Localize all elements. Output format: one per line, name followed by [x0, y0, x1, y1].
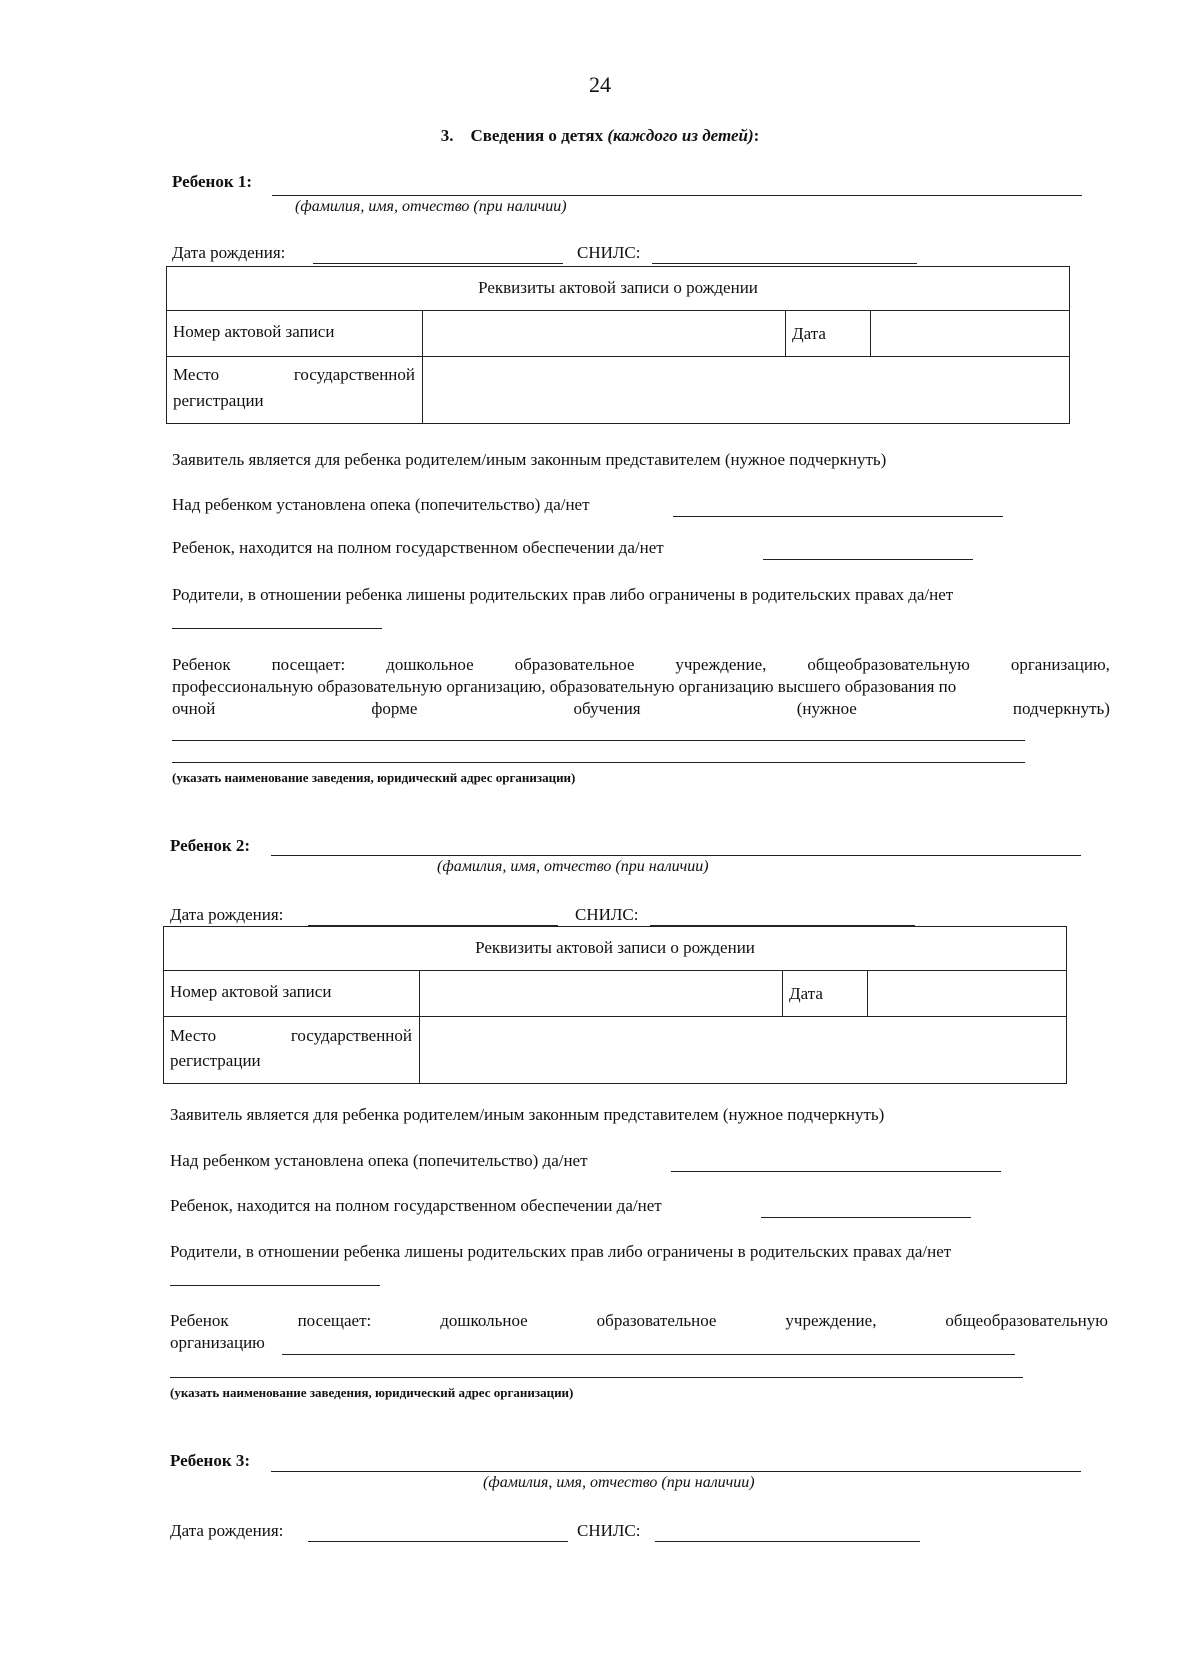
child1-table-divider: [166, 356, 1070, 357]
reg-place-word: государственной: [293, 365, 415, 384]
child1-applicant-status: Заявитель является для ребенка родителем/иным законным представителем (нужное подчеркнуть): [172, 450, 887, 469]
child2-applicant-status: Заявитель является для ребенка родителем/иным законным представителем (нужное подчеркнуть): [170, 1105, 885, 1124]
child2-record-date-field[interactable]: [869, 972, 1065, 1014]
child1-parental-rights-field[interactable]: [172, 628, 382, 629]
child2-name-hint: (фамилия, имя, отчество (при наличии): [437, 858, 709, 875]
child3-birth-date-label: Дата рождения:: [170, 1521, 284, 1540]
child1-table-divider: [870, 310, 871, 356]
attends-word: обучения: [573, 699, 641, 718]
child2-attends-line2: организацию: [170, 1333, 265, 1352]
child1-attends-line2: профессиональную образовательную организацию, образовательную организацию высшего образования по: [172, 677, 957, 696]
child2-state-support-label: Ребенок, находится на полном государственном обеспечении да/нет: [170, 1196, 662, 1215]
child1-table-divider: [785, 310, 786, 356]
child3-name-field[interactable]: [271, 1471, 1081, 1472]
child2-reg-place-label: [170, 1026, 412, 1046]
section-title-suffix: :: [753, 126, 760, 145]
attends-word: подчеркнуть): [1012, 699, 1110, 718]
child1-reg-place-field[interactable]: [424, 358, 1068, 422]
page-number: 24: [589, 72, 611, 97]
reg-place-word: Место: [170, 1026, 217, 1045]
child2-snils-label: СНИЛС:: [575, 905, 639, 924]
child2-record-number-field[interactable]: [421, 972, 781, 1014]
child1-reg-place-label-line2: регистрации: [173, 391, 264, 410]
child2-guardianship-field[interactable]: [671, 1171, 1001, 1172]
child1-table-divider: [166, 310, 1070, 311]
child3-label: Ребенок 3:: [170, 1451, 251, 1470]
attends-word: образовательное: [596, 1311, 717, 1330]
attends-word: дошкольное: [386, 655, 474, 674]
attends-word: (нужное: [796, 699, 857, 718]
child1-name-field[interactable]: [272, 195, 1082, 196]
child1-table-divider: [422, 310, 423, 424]
attends-word: учреждение,: [785, 1311, 877, 1330]
child2-institution-field[interactable]: [282, 1354, 1015, 1355]
child1-institution-field[interactable]: [172, 762, 1025, 763]
child2-table-divider: [419, 970, 420, 1084]
child1-institution-field[interactable]: [172, 740, 1025, 741]
section-title-text: Сведения о детях: [470, 126, 604, 145]
child2-table-divider: [867, 970, 868, 1016]
child1-state-support-label: Ребенок, находится на полном государственном обеспечении да/нет: [172, 538, 664, 557]
child1-attends-line3: [172, 699, 1110, 719]
child2-record-number-label: Номер актовой записи: [170, 982, 332, 1001]
child2-table-divider: [163, 970, 1067, 971]
section-title-italic: (каждого из детей): [607, 126, 754, 145]
attends-word: учреждение,: [675, 655, 767, 674]
attends-word: общеобразовательную: [807, 655, 970, 674]
child3-birth-date-field[interactable]: [308, 1541, 568, 1542]
reg-place-word: государственной: [290, 1026, 412, 1045]
child2-birth-date-label: Дата рождения:: [170, 905, 284, 924]
child3-snils-field[interactable]: [655, 1541, 920, 1542]
attends-word: Ребенок: [172, 655, 231, 674]
child2-table-divider: [782, 970, 783, 1016]
child1-birth-date-label: Дата рождения:: [172, 243, 286, 262]
child1-parental-rights-label: Родители, в отношении ребенка лишены родительских прав либо ограничены в родительских правах да/нет: [172, 585, 954, 604]
child1-record-number-field[interactable]: [424, 312, 784, 354]
attends-word: образовательное: [514, 655, 635, 674]
child1-guardianship-field[interactable]: [673, 516, 1003, 517]
child1-snils-label: СНИЛС:: [577, 243, 641, 262]
child2-parental-rights-field[interactable]: [170, 1285, 380, 1286]
child1-guardianship-label: Над ребенком установлена опека (попечительство) да/нет: [172, 495, 590, 514]
child1-name-hint: (фамилия, имя, отчество (при наличии): [295, 198, 567, 215]
child1-birth-date-field[interactable]: [313, 263, 563, 264]
attends-word: очной: [172, 699, 216, 718]
child2-label: Ребенок 2:: [170, 836, 251, 855]
child1-table-header: Реквизиты актовой записи о рождении: [478, 278, 758, 297]
child2-reg-place-label-line2: регистрации: [170, 1051, 261, 1070]
attends-word: посещает:: [297, 1311, 372, 1330]
section-number: 3.: [440, 126, 454, 145]
reg-place-word: Место: [173, 365, 220, 384]
child2-institution-field[interactable]: [170, 1377, 1023, 1378]
child2-attends-line1: [170, 1311, 1108, 1331]
child1-record-number-label: Номер актовой записи: [173, 322, 335, 341]
child3-snils-label: СНИЛС:: [577, 1521, 641, 1540]
attends-word: организацию,: [1010, 655, 1110, 674]
child1-date-label: Дата: [792, 324, 826, 343]
child1-attends-line1: [172, 655, 1110, 675]
child2-table-divider: [163, 1016, 1067, 1017]
child1-institution-note: (указать наименование заведения, юридический адрес организации): [172, 770, 576, 785]
child2-date-label: Дата: [789, 984, 823, 1003]
child3-name-hint: (фамилия, имя, отчество (при наличии): [483, 1474, 755, 1491]
child1-snils-field[interactable]: [652, 263, 917, 264]
child2-reg-place-field[interactable]: [421, 1018, 1065, 1082]
child2-parental-rights-label: Родители, в отношении ребенка лишены родительских прав либо ограничены в родительских правах да/нет: [170, 1242, 952, 1261]
attends-word: форме: [371, 699, 418, 718]
section-title: [0, 126, 1200, 146]
attends-word: дошкольное: [440, 1311, 528, 1330]
child1-label: Ребенок 1:: [172, 172, 253, 191]
attends-word: Ребенок: [170, 1311, 229, 1330]
child2-institution-note: (указать наименование заведения, юридический адрес организации): [170, 1385, 574, 1400]
child1-record-date-field[interactable]: [872, 312, 1068, 354]
child1-state-support-field[interactable]: [763, 559, 973, 560]
attends-word: посещает:: [271, 655, 346, 674]
child1-reg-place-label: [173, 365, 415, 385]
child2-guardianship-label: Над ребенком установлена опека (попечительство) да/нет: [170, 1151, 588, 1170]
child2-state-support-field[interactable]: [761, 1217, 971, 1218]
attends-word: общеобразовательную: [945, 1311, 1108, 1330]
child2-table-header: Реквизиты актовой записи о рождении: [475, 938, 755, 957]
child2-name-field[interactable]: [271, 855, 1081, 856]
